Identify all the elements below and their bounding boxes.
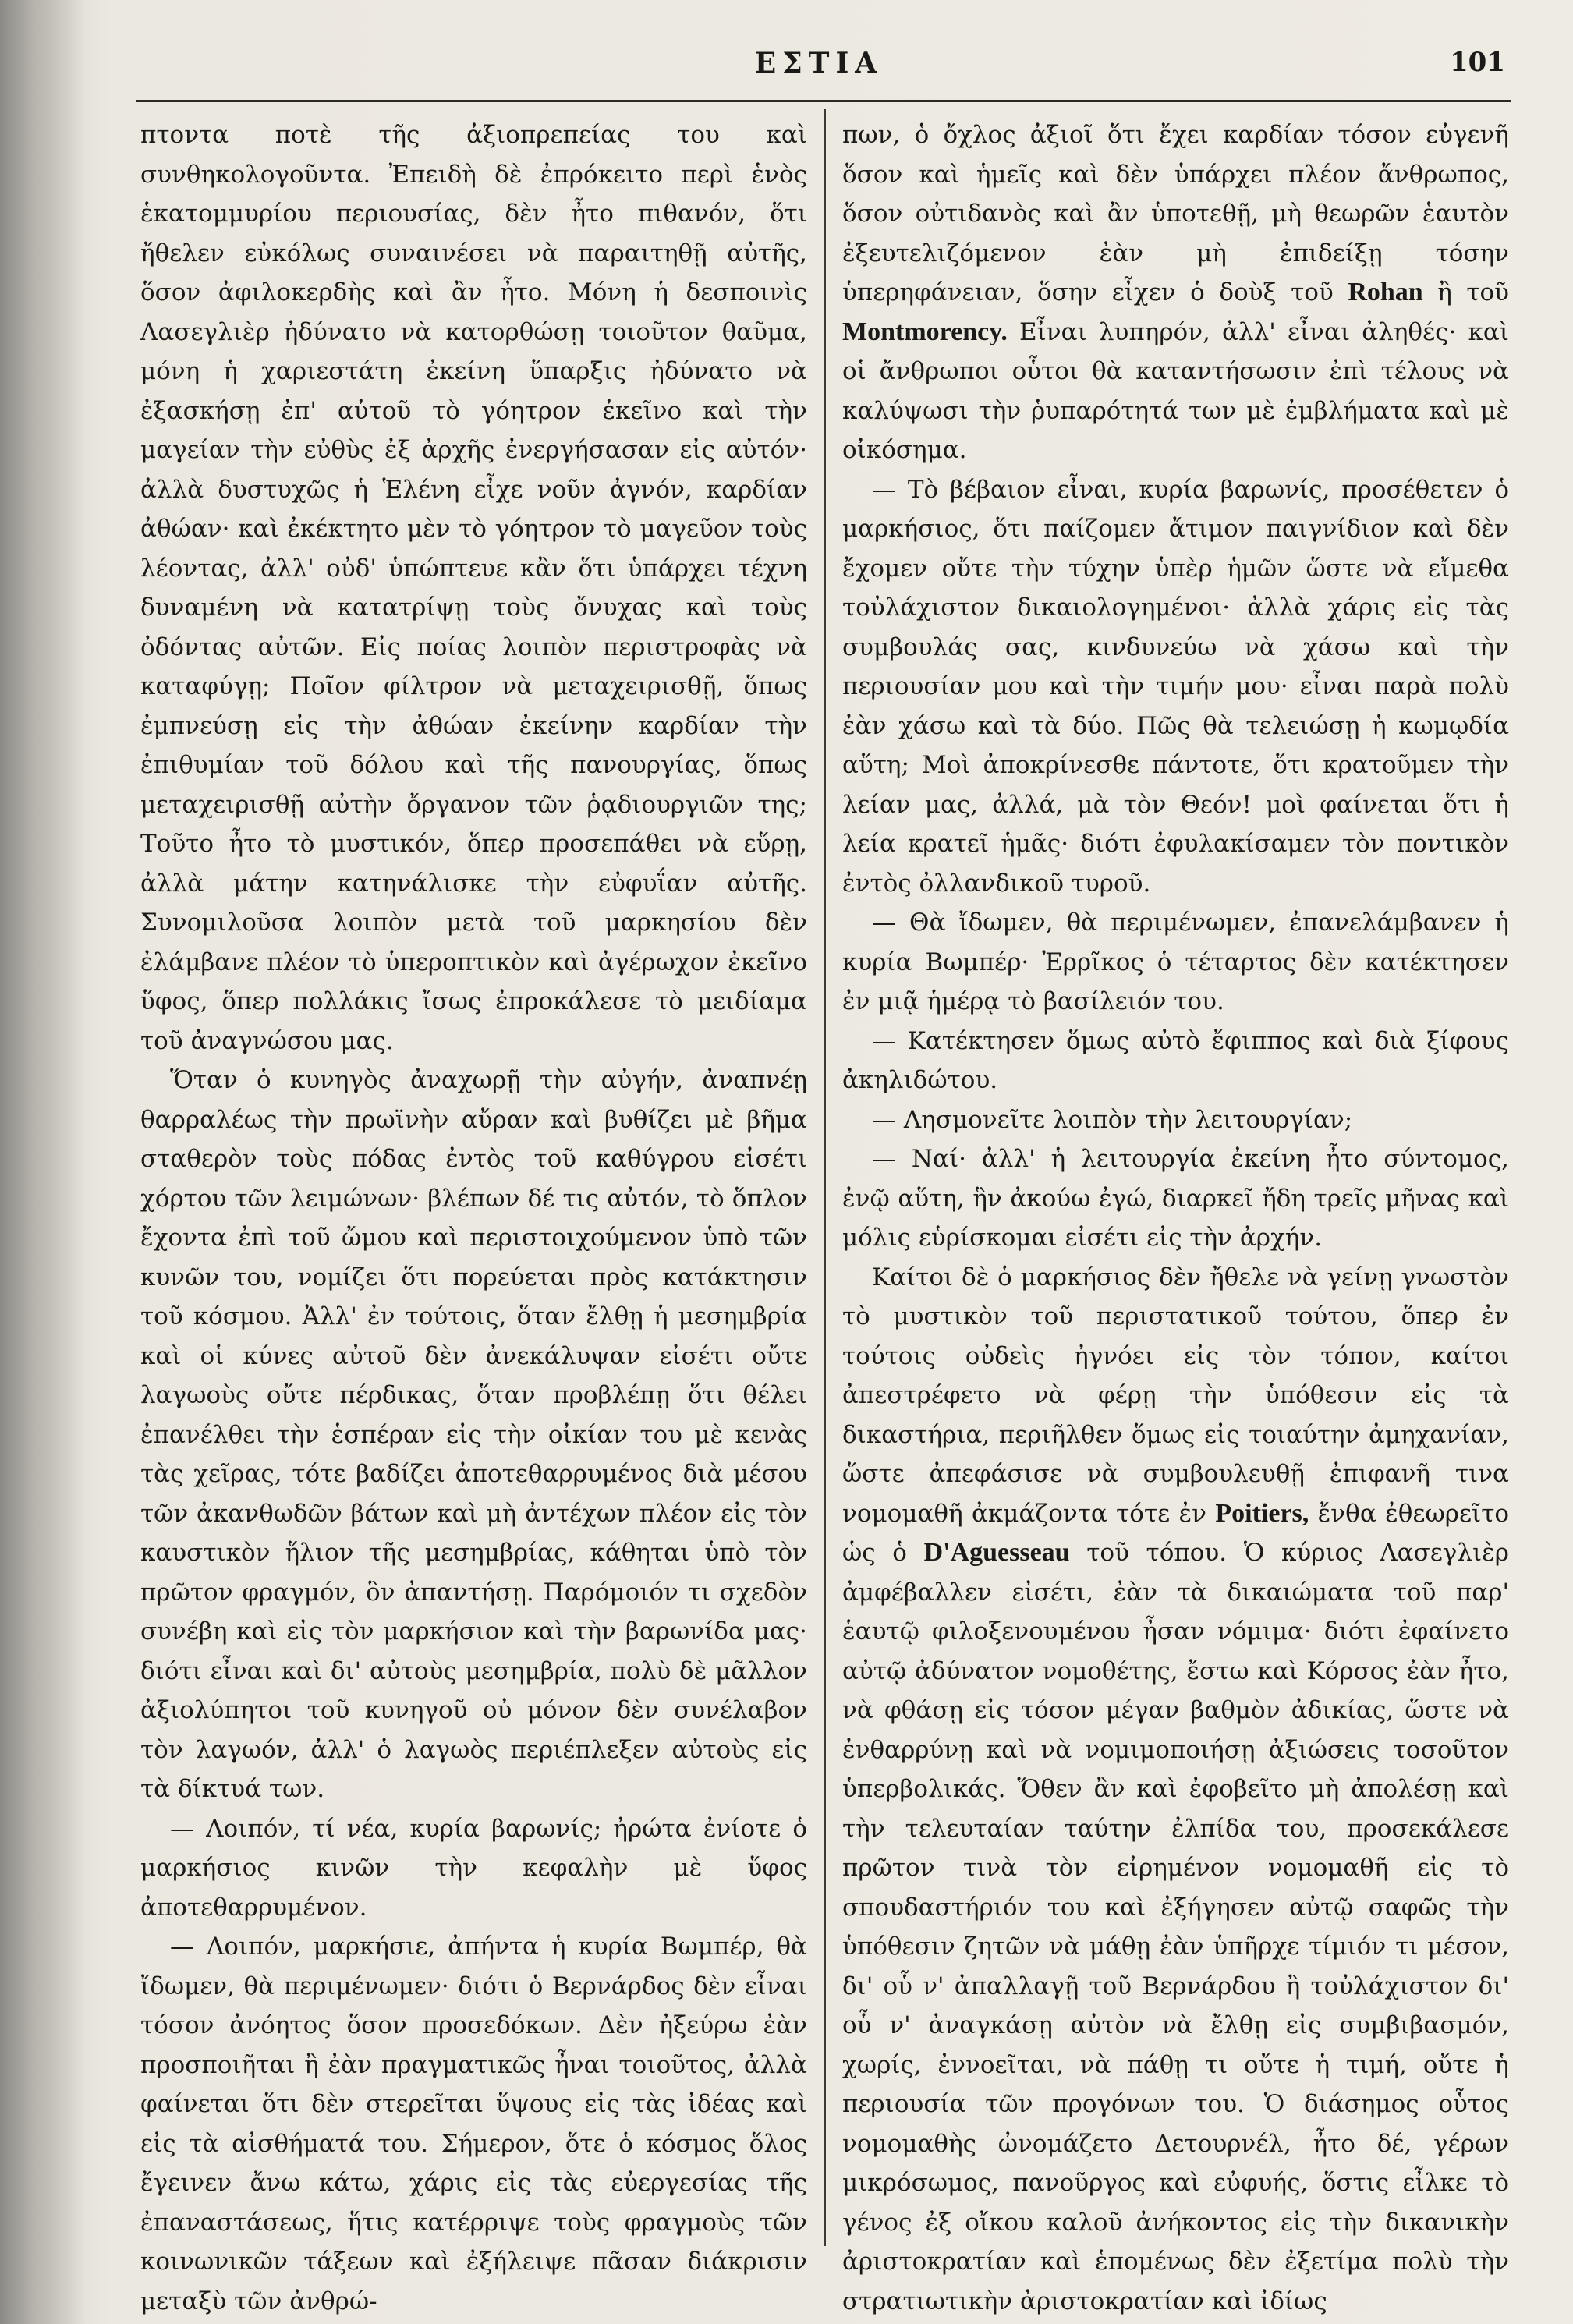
right-paragraph-6: — Ναί· ἀλλ' ἡ λειτουργία ἐκείνη ἦτο σύντομος, ἐνῷ αὕτη, ἣν ἀκούω ἐγώ, διαρκεῖ ἤδη τρεῖς μῆνας καὶ μόλις εὑρίσκομαι εἰσέτι εἰς τὴν ἀρχήν. (842, 1145, 1509, 1252)
right-paragraph-7-text-a: Καίτοι δὲ ὁ μαρκήσιος δὲν ἤθελε νὰ γείνῃ γνωστὸν τὸ μυστικὸν τοῦ περιστατικοῦ τούτου, ὅπερ ἐν τούτοις οὐδεὶς ἠγνόει εἰς τὸν τόπον, καίτοι ἀπεστρέφετο νὰ φέρῃ τὴν ὑπόθεσιν εἰς τὰ δικαστήρια, περιῆλθεν ὅμως εἰς τοιαύτην ἀμηχανίαν, ὥστε ἀπεφάσισε νὰ συμβουλευθῇ ἐπιφανῆ τινα νομομαθῆ ἀκμάζοντα τότε ἐν (842, 1263, 1509, 1528)
right-paragraph-1-text-a: πων, ὁ ὄχλος ἀξιοῖ ὅτι ἔχει καρδίαν τόσον εὐγενῆ ὅσον καὶ ἡμεῖς καὶ δὲν ὑπάρχει πλέον ἄνθρωπος, ὅσον οὐτιδανὸς καὶ ἂν ὑποτεθῇ, μὴ θεωρῶν ἑαυτὸν ἐξευτελιζόμενον ἐὰν μὴ ἐπιδείξῃ τόσην ὑπερηφάνειαν, ὅσην εἶχεν ὁ δοὺξ τοῦ (842, 121, 1509, 306)
right-paragraph-1-text-b: ἢ τοῦ (1437, 278, 1509, 306)
page-number: 101 (1450, 47, 1505, 78)
left-paragraph-1: πτοντα ποτὲ τῆς ἀξιοπρεπείας του καὶ συνθηκολογοῦντα. Ἐπειδὴ δὲ ἐπρόκειτο περὶ ἑνὸς ἑκατομμυρίου περιουσίας, δὲν ἦτο πιθανόν, ὅτι ἤθελεν εὐκόλως συναινέσει νὰ παραιτηθῇ αὐτῆς, ὅσον ἀφιλοκερδὴς καὶ ἂν ἦτο. Μόνη ἡ δεσποινὶς Λασεγλιὲρ ἠδύνατο νὰ κατορθώσῃ τοιοῦτον θαῦμα, μόνη ἡ χαριεστάτη ἐκείνη ὕπαρξις ἠδύνατο νὰ ἐξασκήσῃ ἐπ' αὐτοῦ τὸ γόητρον ἐκεῖνο καὶ τὴν μαγείαν τὴν εὐθὺς ἐξ ἀρχῆς ἐνεργήσασαν εἰς αὐτόν· ἀλλὰ δυστυχῶς ἡ Ἑλένη εἶχε νοῦν ἀγνόν, καρδίαν ἀθώαν· καὶ ἐκέκτητο μὲν τὸ γόητρον τὸ μαγεῦον τοὺς λέοντας, ἀλλ' οὐδ' ὑπώπτευε κἂν ὅτι ὑπάρχει τέχνη δυναμένη νὰ κατατρίψῃ τοὺς ὄνυχας καὶ τοὺς ὀδόντας αὐτῶν. Εἰς ποίας λοιπὸν περιστροφὰς νὰ καταφύγῃ; Ποῖον φίλτρον νὰ μεταχειρισθῇ, ὅπως ἐμπνεύσῃ εἰς τὴν ἀθώαν ἐκείνην καρδίαν τὴν ἐπιθυμίαν τοῦ δόλου καὶ τῆς πανουργίας, ὅπως μεταχειρισθῇ αὐτὴν ὄργανον τῶν ῥᾳδιουργιῶν της; Τοῦτο ἦτο τὸ μυστικόν, ὅπερ προσεπάθει νὰ εὕρῃ, ἀλλὰ μάτην κατηνάλισκε τὴν εὐφυΐαν αὐτῆς. Συνομιλοῦσα λοιπὸν μετὰ τοῦ μαρκησίου δὲν ἐλάμβανε πλέον τὸ ὑπεροπτικὸν καὶ ἀγέρωχον ἐκεῖνο ὕφος, ὅπερ πολλάκις ἴσως ἐπροκάλεσε τὸ μειδίαμα τοῦ ἀναγνώσου μας. (140, 121, 807, 1055)
left-column (140, 115, 807, 2321)
right-paragraph-1-text-c: Εἶναι λυπηρόν, ἀλλ' εἶναι ἀληθές· καὶ οἱ ἄνθρωποι οὗτοι θὰ καταντήσωσιν ἐπὶ τέλους νὰ καλύψωσι τὴν ῥυπαρότητά των μὲ ἐμβλήματα καὶ μὲ οἰκόσημα. (842, 317, 1509, 464)
right-paragraph-2: — Τὸ βέβαιον εἶναι, κυρία βαρωνίς, προσέθετεν ὁ μαρκήσιος, ὅτι παίζομεν ἄτιμον παιγνίδιον καὶ δὲν ἔχομεν οὔτε τὴν τύχην ὑπὲρ ἡμῶν ὥστε νὰ εἴμεθα τοὐλάχιστον δικαιολογημένοι· ἀλλὰ χάρις εἰς τὰς συμβουλάς σας, κινδυνεύω νὰ χάσω καὶ τὴν περιουσίαν μου καὶ τὴν τιμήν μου· εἶναι παρὰ πολὺ ἐὰν χάσω καὶ τὰ δύο. Πῶς θὰ τελειώσῃ ἡ κωμῳδία αὕτη; Μοὶ ἀποκρίνεσθε πάντοτε, ὅτι κρατοῦμεν τὴν λείαν μας, ἀλλά, μὰ τὸν Θεόν! μοὶ φαίνεται ὅτι ἡ λεία κρατεῖ ἡμᾶς· διότι ἐφυλακίσαμεν τὸν ποντικὸν ἐντὸς ὀλλανδικοῦ τυροῦ. (842, 475, 1509, 898)
right-paragraph-7-text-b: ἔνθα ἐθεωρεῖτο ὡς ὁ (842, 1499, 1510, 1567)
column-divider (824, 109, 826, 2246)
right-paragraph-7 (842, 1258, 1509, 2322)
book-spine-shadow (0, 0, 86, 2324)
right-paragraph-5: — Λησμονεῖτε λοιπὸν τὴν λειτουργίαν; (872, 1105, 1353, 1134)
right-paragraph-7-text-c: τοῦ τόπου. Ὁ κύριος Λασεγλιὲρ ἀμφέβαλλεν εἰσέτι, ἐὰν τὰ δικαιώματα τοῦ παρ' ἑαυτῷ φιλοξενουμένου ἦσαν νόμιμα· διότι ἐφαίνετο αὐτῷ ἀδύνατον νομοθέτης, ἔστω καὶ Κόρσος ἐὰν ἦτο, νὰ φθάσῃ εἰς τόσον μέγαν βαθμὸν ἀδικίας, ὥστε νὰ ἐνθαρρύνῃ καὶ νὰ νομιμοποιήσῃ ἀξιώσεις τοσοῦτον ὑπερβολικάς. Ὅθεν ἂν καὶ ἐφοβεῖτο μὴ ἀπολέσῃ καὶ τὴν τελευταίαν ταύτην ἐλπίδα του, προσεκάλεσε πρῶτον τινὰ τὸν εἰρημένον νομομαθῆ εἰς τὸ σπουδαστήριόν του καὶ ἐξήγησεν αὐτῷ σαφῶς τὴν ὑπόθεσιν ζητῶν νὰ μάθῃ ἐὰν ὑπῆρχε τίμιόν τι μέσον, δι' οὗ ν' ἀπαλλαγῇ τοῦ Βερνάρδου ἢ τοὐλάχιστον δι' οὗ ν' ἀναγκάσῃ αὐτὸν νὰ ἔλθῃ εἰς συμβιβασμόν, χωρίς, ἐννοεῖται, νὰ πάθῃ τι οὔτε ἡ τιμή, οὔτε ἡ περιουσία τῶν προγόνων του. Ὁ διάσημος οὗτος νομομαθὴς ὠνομάζετο Δετουρνέλ, ἦτο δέ, γέρων μικρόσωμος, πανοῦργος καὶ εὐφυής, ὅστις εἶλκε τὸ γένος ἐξ οἴκου καλοῦ ἀνήκοντος εἰς τὴν δικανικὴν ἀριστοκρατίαν καὶ ἑπομένως δὲν ἐξετίμα πολὺ τὴν στρατιωτικὴν ἀριστοκρατίαν καὶ ἰδίως (842, 1539, 1509, 2315)
journal-title: ΕΣΤΙΑ (754, 47, 884, 80)
left-paragraph-3: — Λοιπόν, τί νέα, κυρία βαρωνίς; ἠρώτα ἐνίοτε ὁ μαρκήσιος κινῶν τὴν κεφαλὴν μὲ ὕφος ἀποτεθαρρυμένον. (140, 1814, 807, 1922)
place-poitiers: Poitiers, (1215, 1498, 1309, 1528)
name-rohan: Rohan (1348, 278, 1423, 306)
left-paragraph-2: Ὅταν ὁ κυνηγὸς ἀναχωρῇ τὴν αὐγήν, ἀναπνέῃ θαρραλέως τὴν πρωϊνὴν αὔραν καὶ βυθίζει μὲ βῆμα σταθερὸν τοὺς πόδας ἐντὸς τοῦ καθύγρου εἰσέτι χόρτου τῶν λειμώνων· βλέπων δέ τις αὐτόν, τὸ ὅπλον ἔχοντα ἐπὶ τοῦ ὤμου καὶ περιστοιχούμενον ὑπὸ τῶν κυνῶν του, νομίζει ὅτι πορεύεται πρὸς κατάκτησιν τοῦ κόσμου. Ἀλλ' ἐν τούτοις, ὅταν ἔλθῃ ἡ μεσημβρία καὶ οἱ κύνες αὐτοῦ δὲν ἀνεκάλυψαν εἰσέτι οὔτε λαγωοὺς οὔτε πέρδικας, ὅταν προβλέπῃ ὅτι θέλει ἐπανέλθει τὴν ἑσπέραν εἰς τὴν οἰκίαν του μὲ κενὰς τὰς χεῖρας, τότε βαδίζει ἀποτεθαρρυμένος διὰ μέσου τῶν ἀκανθωδῶν βάτων καὶ μὴ ἀντέχων πλέον εἰς τὸν καυστικὸν ἥλιον τῆς μεσημβρίας, κάθηται ὑπὸ τὸν πρῶτον φραγμόν, ὃν ἀπαντήσῃ. Παρόμοιόν τι σχεδὸν συνέβη καὶ εἰς τὸν μαρκήσιον καὶ τὴν βαρωνίδα μας· διότι εἶναι καὶ δι' αὐτοὺς μεσημβρία, πολὺ δὲ μᾶλλον ἀξιολύπητοι τοῦ κυνηγοῦ οὐ μόνον δὲν συνέλαβον τὸν λαγωόν, ἀλλ' ὁ λαγωὸς περιέπλεξεν αὐτοὺς εἰς τὰ δίκτυά των. (140, 1066, 807, 1803)
left-paragraph-4: — Λοιπόν, μαρκήσιε, ἀπήντα ἡ κυρία Βωμπέρ, θὰ ἴδωμεν, θὰ περιμένωμεν· διότι ὁ Βερνάρδος δὲν εἶναι τόσον ἀνόητος ὅσον προσεδόκων. Δὲν ἠξεύρω ἐὰν προσποιῆται ἢ ἐὰν πραγματικῶς ἦναι τοιοῦτος, ἀλλὰ φαίνεται ὅτι δὲν στερεῖται ὕψους εἰς τὰς ἰδέας καὶ εἰς τὰ αἰσθήματά του. Σήμερον, ὅτε ὁ κόσμος ὅλος ἔγεινεν ἄνω κάτω, χάρις εἰς τὰς εὐεργεσίας τῆς ἐπαναστάσεως, ἥτις κατέρριψε τοὺς φραγμοὺς τῶν κοινωνικῶν τάξεων καὶ ἐξήλειψε πᾶσαν διάκρισιν μεταξὺ τῶν ἀνθρώ- (140, 1933, 807, 2315)
header-rule (136, 100, 1511, 102)
right-column (842, 115, 1509, 2321)
name-montmorency: Montmorency. (842, 317, 1008, 346)
name-daguesseau: D'Aguesseau (923, 1538, 1070, 1567)
right-paragraph-4: — Κατέκτησεν ὅμως αὐτὸ ἔφιππος καὶ διὰ ξίφους ἀκηλιδώτου. (842, 1026, 1509, 1094)
right-paragraph-1 (842, 115, 1509, 470)
right-paragraph-3: — Θὰ ἴδωμεν, θὰ περιμένωμεν, ἐπανελάμβανεν ἡ κυρία Βωμπέρ· Ἐρρῖκος ὁ τέταρτος δὲν κατέκτησεν ἐν μιᾷ ἡμέρᾳ τὸ βασίλειόν του. (842, 909, 1509, 1015)
